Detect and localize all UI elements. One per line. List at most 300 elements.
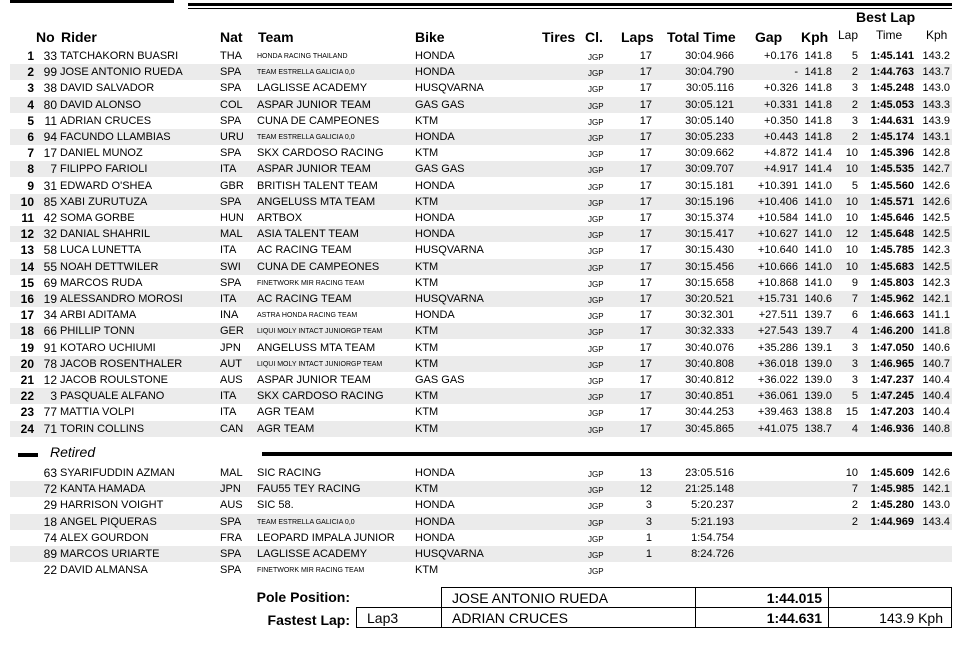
position: 9 [27, 178, 34, 193]
best-lap-number: 3 [851, 341, 858, 354]
class: JGP [588, 198, 604, 208]
best-lap-time: 1:47.237 [870, 374, 914, 386]
gap: +10.406 [757, 195, 798, 208]
gap: +35.286 [757, 341, 798, 354]
laps: 17 [639, 309, 652, 322]
bike: KTM [415, 147, 439, 160]
laps: 17 [639, 341, 652, 354]
best-lap-speed: 143.7 [922, 66, 950, 79]
best-lap-speed: 142.1 [922, 293, 950, 305]
rider-number: 99 [43, 65, 57, 80]
laps: 17 [639, 228, 652, 241]
best-lap-speed: 140.4 [922, 374, 950, 386]
rider-name: DAVID ALMANSA [60, 564, 148, 577]
best-lap-number: 12 [845, 228, 858, 241]
best-lap-time: 1:45.248 [870, 82, 914, 95]
col-class: Cl. [585, 29, 603, 45]
team-name: SIC RACING [257, 467, 322, 479]
best-lap-number: 2 [851, 515, 858, 528]
class: JGP [588, 215, 604, 224]
bike: HONDA [415, 50, 455, 62]
avg-speed: 141.0 [804, 244, 832, 257]
best-lap-number: 6 [851, 309, 858, 322]
best-lap-time: 1:45.560 [870, 179, 914, 192]
total-time: 30:05.121 [685, 98, 734, 111]
nationality: FRA [220, 531, 242, 544]
team-name: TEAM ESTRELLA GALICIA 0,0 [257, 69, 355, 77]
table-row [10, 323, 952, 339]
rider-number: 22 [43, 563, 57, 578]
table-row [10, 145, 952, 161]
best-lap-speed: 142.8 [922, 147, 950, 160]
class: JGP [588, 567, 604, 577]
rider-number: 94 [43, 130, 57, 144]
avg-speed: 138.8 [804, 406, 832, 419]
position: 13 [20, 243, 34, 258]
nationality: SPA [220, 515, 242, 528]
col-kph: Kph [801, 29, 829, 45]
fastest-kph: 143.9 Kph [828, 607, 952, 628]
laps: 17 [639, 293, 652, 305]
class: JGP [588, 263, 604, 273]
nationality: GER [220, 325, 244, 338]
best-lap-speed: 143.2 [922, 50, 950, 62]
bike: KTM [415, 260, 439, 273]
bike: HONDA [415, 228, 455, 241]
gap: +36.022 [757, 374, 798, 386]
position: 17 [20, 308, 34, 323]
position: 2 [27, 65, 34, 80]
best-lap-speed: 143.0 [922, 499, 950, 512]
top-rule [10, 0, 174, 3]
best-lap-number: 2 [851, 499, 858, 512]
col-best-kph: Kph [926, 28, 948, 42]
retired-dash [18, 453, 38, 457]
gap: +0.443 [764, 131, 798, 143]
bike: HONDA [415, 179, 455, 192]
rider-number: 78 [43, 356, 57, 371]
team-name: TEAM ESTRELLA GALICIA 0,0 [257, 134, 355, 141]
rider-number: 34 [43, 308, 57, 323]
team-name: ARTBOX [257, 212, 303, 224]
best-lap-time: 1:45.962 [870, 293, 914, 305]
class: JGP [588, 534, 604, 544]
header-rule-thin [188, 8, 952, 9]
rider-name: DANIAL SHAHRIL [60, 228, 151, 241]
nationality: SPA [220, 114, 242, 127]
class: JGP [588, 231, 604, 241]
bike: KTM [415, 341, 439, 354]
gap: +36.018 [757, 357, 798, 370]
rider-name: NOAH DETTWILER [60, 260, 159, 273]
team-name: AGR TEAM [257, 422, 315, 435]
bike: HONDA [415, 499, 455, 512]
class: JGP [588, 85, 604, 95]
best-lap-number: 4 [851, 422, 858, 435]
position: 12 [20, 227, 34, 242]
total-time: 30:05.233 [685, 131, 734, 143]
class: JGP [588, 377, 604, 386]
best-lap-time: 1:44.631 [870, 114, 914, 127]
gap: +10.391 [757, 179, 798, 192]
rider-number: 63 [43, 466, 57, 480]
nationality: THA [220, 50, 242, 62]
retired-row [10, 530, 952, 546]
best-lap-number: 2 [851, 131, 858, 143]
class: JGP [588, 182, 604, 192]
best-lap-number: 5 [851, 179, 858, 192]
team-name: HONDA RACING THAILAND [257, 53, 348, 60]
position: 16 [20, 292, 34, 306]
gap: +36.061 [757, 390, 798, 403]
team-name: CUNA DE CAMPEONES [257, 260, 380, 273]
best-lap-number: 3 [851, 114, 858, 127]
best-lap-number: 15 [845, 406, 858, 419]
best-lap-number: 9 [851, 276, 858, 289]
gap: +15.731 [757, 293, 798, 305]
class: JGP [588, 150, 604, 160]
class: JGP [588, 551, 604, 560]
position: 8 [27, 162, 34, 177]
total-time: 5:21.193 [691, 515, 734, 528]
gap: +10.868 [757, 276, 798, 289]
total-time: 30:40.076 [685, 341, 734, 354]
avg-speed: 141.0 [804, 212, 832, 224]
best-lap-speed: 142.6 [922, 195, 950, 208]
total-time: 30:15.181 [685, 179, 734, 192]
laps: 17 [639, 147, 652, 160]
team-name: LEOPARD IMPALA JUNIOR [257, 531, 395, 544]
bike: HONDA [415, 515, 455, 528]
rider-number: 85 [43, 194, 57, 209]
avg-speed: 141.8 [804, 66, 832, 79]
nationality: JPN [220, 341, 241, 354]
best-lap-number: 10 [845, 260, 858, 273]
team-name: ASTRA HONDA RACING TEAM [257, 312, 358, 320]
total-time: 30:04.790 [685, 66, 734, 79]
best-lap-number: 2 [851, 98, 858, 111]
retired-row [10, 481, 952, 497]
team-name: SIC 58. [257, 499, 294, 512]
class: JGP [588, 470, 604, 479]
avg-speed: 141.8 [804, 82, 832, 95]
table-row [10, 259, 952, 275]
col-laps: Laps [621, 29, 654, 45]
total-time: 30:09.707 [685, 163, 734, 176]
laps: 17 [639, 82, 652, 95]
nationality: SPA [220, 276, 242, 289]
best-lap-number: 7 [851, 483, 858, 496]
total-time: 8:24.726 [691, 548, 734, 560]
laps: 17 [639, 357, 652, 370]
best-lap-time: 1:45.141 [870, 50, 914, 62]
table-row [10, 340, 952, 356]
avg-speed: 141.8 [804, 50, 832, 62]
best-lap-time: 1:45.609 [870, 467, 914, 479]
position: 4 [27, 97, 34, 112]
rider-name: DANIEL MUNOZ [60, 147, 143, 160]
rider-name: JACOB ROSENTHALER [60, 357, 183, 370]
nationality: ITA [220, 293, 237, 305]
table-row [10, 404, 952, 420]
laps: 17 [639, 50, 652, 62]
rider-name: KOTARO UCHIUMI [60, 341, 156, 354]
avg-speed: 139.0 [804, 390, 832, 403]
class: JGP [588, 53, 604, 62]
position: 5 [27, 113, 34, 128]
nationality: SPA [220, 147, 242, 160]
table-row [10, 48, 952, 64]
best-lap-speed: 143.1 [922, 131, 950, 143]
team-name: SKX CARDOSO RACING [257, 390, 384, 403]
total-time: 30:40.808 [685, 357, 734, 370]
table-row [10, 372, 952, 388]
class: JGP [588, 101, 604, 111]
rider-number: 89 [43, 547, 57, 561]
avg-speed: 140.6 [804, 293, 832, 305]
position: 20 [20, 356, 34, 371]
col-bike: Bike [415, 29, 445, 45]
best-lap-speed: 142.3 [922, 276, 950, 289]
avg-speed: 141.4 [804, 147, 832, 160]
rider-number: 69 [43, 275, 57, 290]
team-name: BRITISH TALENT TEAM [257, 179, 378, 192]
pole-empty [828, 587, 952, 608]
rider-name: LUCA LUNETTA [60, 244, 142, 257]
best-lap-speed: 142.6 [922, 467, 950, 479]
team-name: CUNA DE CAMPEONES [257, 114, 380, 127]
laps: 17 [639, 98, 652, 111]
retired-row [10, 465, 952, 481]
retired-rule [262, 452, 952, 456]
class: JGP [588, 247, 604, 257]
nationality: ITA [220, 163, 237, 176]
table-row [10, 80, 952, 96]
nationality: URU [220, 131, 244, 143]
total-time: 30:40.812 [685, 374, 734, 386]
total-time: 30:05.140 [685, 114, 734, 127]
best-lap-speed: 140.7 [922, 357, 950, 370]
rider-number: 17 [43, 146, 57, 161]
total-time: 30:15.417 [685, 228, 734, 241]
avg-speed: 141.8 [804, 98, 832, 111]
total-time: 30:44.253 [685, 406, 734, 419]
best-lap-number: 10 [845, 163, 858, 176]
laps: 17 [639, 422, 652, 435]
total-time: 23:05.516 [685, 467, 734, 479]
class: JGP [588, 69, 604, 79]
laps: 17 [639, 131, 652, 143]
laps: 17 [639, 179, 652, 192]
team-name: FAU55 TEY RACING [257, 483, 361, 496]
avg-speed: 139.0 [804, 374, 832, 386]
rider-number: 77 [43, 405, 57, 420]
team-name: ASPAR JUNIOR TEAM [257, 98, 371, 111]
position: 7 [27, 146, 34, 161]
avg-speed: 141.4 [804, 163, 832, 176]
best-lap-speed: 142.6 [922, 179, 950, 192]
avg-speed: 138.7 [804, 422, 832, 435]
table-row [10, 421, 952, 437]
nationality: ITA [220, 244, 237, 257]
bike: HUSQVARNA [415, 548, 484, 560]
best-lap-speed: 143.4 [922, 515, 950, 528]
best-lap-time: 1:45.646 [870, 212, 914, 224]
total-time: 30:15.374 [685, 212, 734, 224]
best-lap-number: 3 [851, 374, 858, 386]
rider-number: 71 [43, 421, 57, 436]
laps: 17 [639, 374, 652, 386]
nationality: MAL [220, 228, 243, 241]
rider-name: SOMA GORBE [60, 212, 135, 224]
best-lap-speed: 142.5 [922, 212, 950, 224]
team-name: ANGELUSS MTA TEAM [257, 341, 376, 354]
team-name: LIQUI MOLY INTACT JUNIORGP TEAM [257, 328, 383, 336]
gap: +41.075 [757, 422, 798, 435]
class: JGP [588, 486, 604, 496]
rider-number: 19 [43, 292, 57, 306]
position: 15 [20, 275, 34, 290]
rider-name: DAVID SALVADOR [60, 82, 155, 95]
bike: HUSQVARNA [415, 82, 484, 95]
best-lap-number: 2 [851, 66, 858, 79]
rider-number: 91 [43, 340, 57, 355]
bike: KTM [415, 483, 439, 496]
position: 1 [27, 49, 34, 63]
col-total-time: Total Time [667, 29, 736, 45]
best-lap-speed: 142.1 [922, 483, 950, 496]
laps: 13 [639, 467, 652, 479]
total-time: 30:09.662 [685, 147, 734, 160]
nationality: MAL [220, 467, 243, 479]
best-lap-speed: 142.5 [922, 228, 950, 241]
best-lap-time: 1:46.965 [870, 357, 914, 370]
rider-name: ANGEL PIQUERAS [60, 515, 157, 528]
best-lap-number: 10 [845, 212, 858, 224]
best-lap-time: 1:45.053 [870, 98, 914, 111]
gap: +10.627 [757, 228, 798, 241]
class: JGP [588, 425, 604, 435]
laps: 17 [639, 163, 652, 176]
best-lap-time: 1:45.648 [870, 228, 914, 241]
nationality: COL [220, 98, 243, 111]
fastest-time: 1:44.631 [695, 607, 829, 628]
best-lap-speed: 142.3 [922, 244, 950, 257]
table-row [10, 307, 952, 323]
rider-name: JACOB ROULSTONE [60, 374, 168, 386]
best-lap-speed: 140.6 [922, 341, 950, 354]
position: 10 [20, 194, 34, 209]
bike: HONDA [415, 467, 455, 479]
col-tires: Tires [542, 29, 576, 45]
rider-name: ALEX GOURDON [60, 531, 149, 544]
gap: +10.666 [757, 260, 798, 273]
rider-number: 74 [43, 530, 57, 545]
gap: +39.463 [757, 406, 798, 419]
team-name: ASIA TALENT TEAM [257, 228, 359, 241]
best-lap-time: 1:45.985 [870, 483, 914, 496]
rider-name: HARRISON VOIGHT [60, 499, 164, 512]
bike: HUSQVARNA [415, 293, 484, 305]
best-lap-time: 1:46.936 [870, 422, 914, 435]
avg-speed: 141.0 [804, 195, 832, 208]
rider-number: 42 [43, 211, 57, 225]
total-time: 30:04.966 [685, 50, 734, 62]
total-time: 30:32.333 [685, 325, 734, 338]
position: 23 [20, 405, 34, 420]
nationality: CAN [220, 422, 244, 435]
rider-number: 7 [50, 162, 57, 177]
class: JGP [588, 393, 604, 403]
position: 3 [27, 81, 34, 96]
team-name: TEAM ESTRELLA GALICIA 0,0 [257, 518, 355, 526]
bike: HUSQVARNA [415, 244, 484, 257]
laps: 17 [639, 114, 652, 127]
pole-time: 1:44.015 [695, 587, 829, 608]
table-row [10, 356, 952, 372]
rider-number: 29 [43, 498, 57, 513]
best-lap-speed: 140.4 [922, 390, 950, 403]
best-lap-number: 10 [845, 467, 858, 479]
best-lap-number: 10 [845, 244, 858, 257]
nationality: AUS [220, 374, 243, 386]
gap: +0.331 [764, 98, 798, 111]
rider-name: SYARIFUDDIN AZMAN [60, 467, 175, 479]
avg-speed: 141.8 [804, 114, 832, 127]
gap: +10.640 [757, 244, 798, 257]
best-lap-time: 1:47.050 [870, 341, 914, 354]
retired-label: Retired [50, 444, 96, 460]
position: 24 [20, 421, 34, 436]
nationality: SPA [220, 195, 242, 208]
rider-name: MARCOS URIARTE [60, 548, 160, 560]
rider-number: 80 [43, 97, 57, 112]
gap: +27.511 [758, 309, 798, 322]
rider-name: TATCHAKORN BUASRI [60, 50, 179, 62]
rider-name: EDWARD O'SHEA [60, 179, 153, 192]
team-name: SKX CARDOSO RACING [257, 147, 384, 160]
gap: +27.543 [757, 325, 798, 338]
col-best-time: Time [876, 28, 903, 42]
best-lap-time: 1:45.803 [870, 276, 914, 289]
rider-number: 55 [43, 259, 57, 274]
total-time: 30:15.456 [685, 260, 734, 273]
team-name: ASPAR JUNIOR TEAM [257, 163, 371, 176]
table-row [10, 161, 952, 177]
total-time: 21:25.148 [685, 483, 734, 496]
best-lap-time: 1:47.203 [870, 406, 914, 419]
table-row [10, 275, 952, 291]
best-lap-time: 1:45.396 [870, 147, 914, 160]
bike: GAS GAS [415, 374, 465, 386]
header-rule [188, 3, 952, 6]
gap: +0.326 [764, 82, 798, 95]
class: JGP [588, 502, 604, 512]
position: 19 [20, 340, 34, 355]
total-time: 30:40.851 [685, 390, 734, 403]
best-lap-number: 10 [845, 147, 858, 160]
table-row [10, 226, 952, 242]
avg-speed: 141.0 [804, 179, 832, 192]
best-lap-number: 3 [851, 357, 858, 370]
col-team: Team [258, 29, 294, 45]
rider-number: 31 [43, 178, 57, 193]
bike: HONDA [415, 309, 455, 322]
rider-number: 3 [50, 389, 57, 404]
retired-row [10, 546, 952, 562]
table-row [10, 388, 952, 404]
best-lap-time: 1:46.200 [870, 325, 914, 338]
